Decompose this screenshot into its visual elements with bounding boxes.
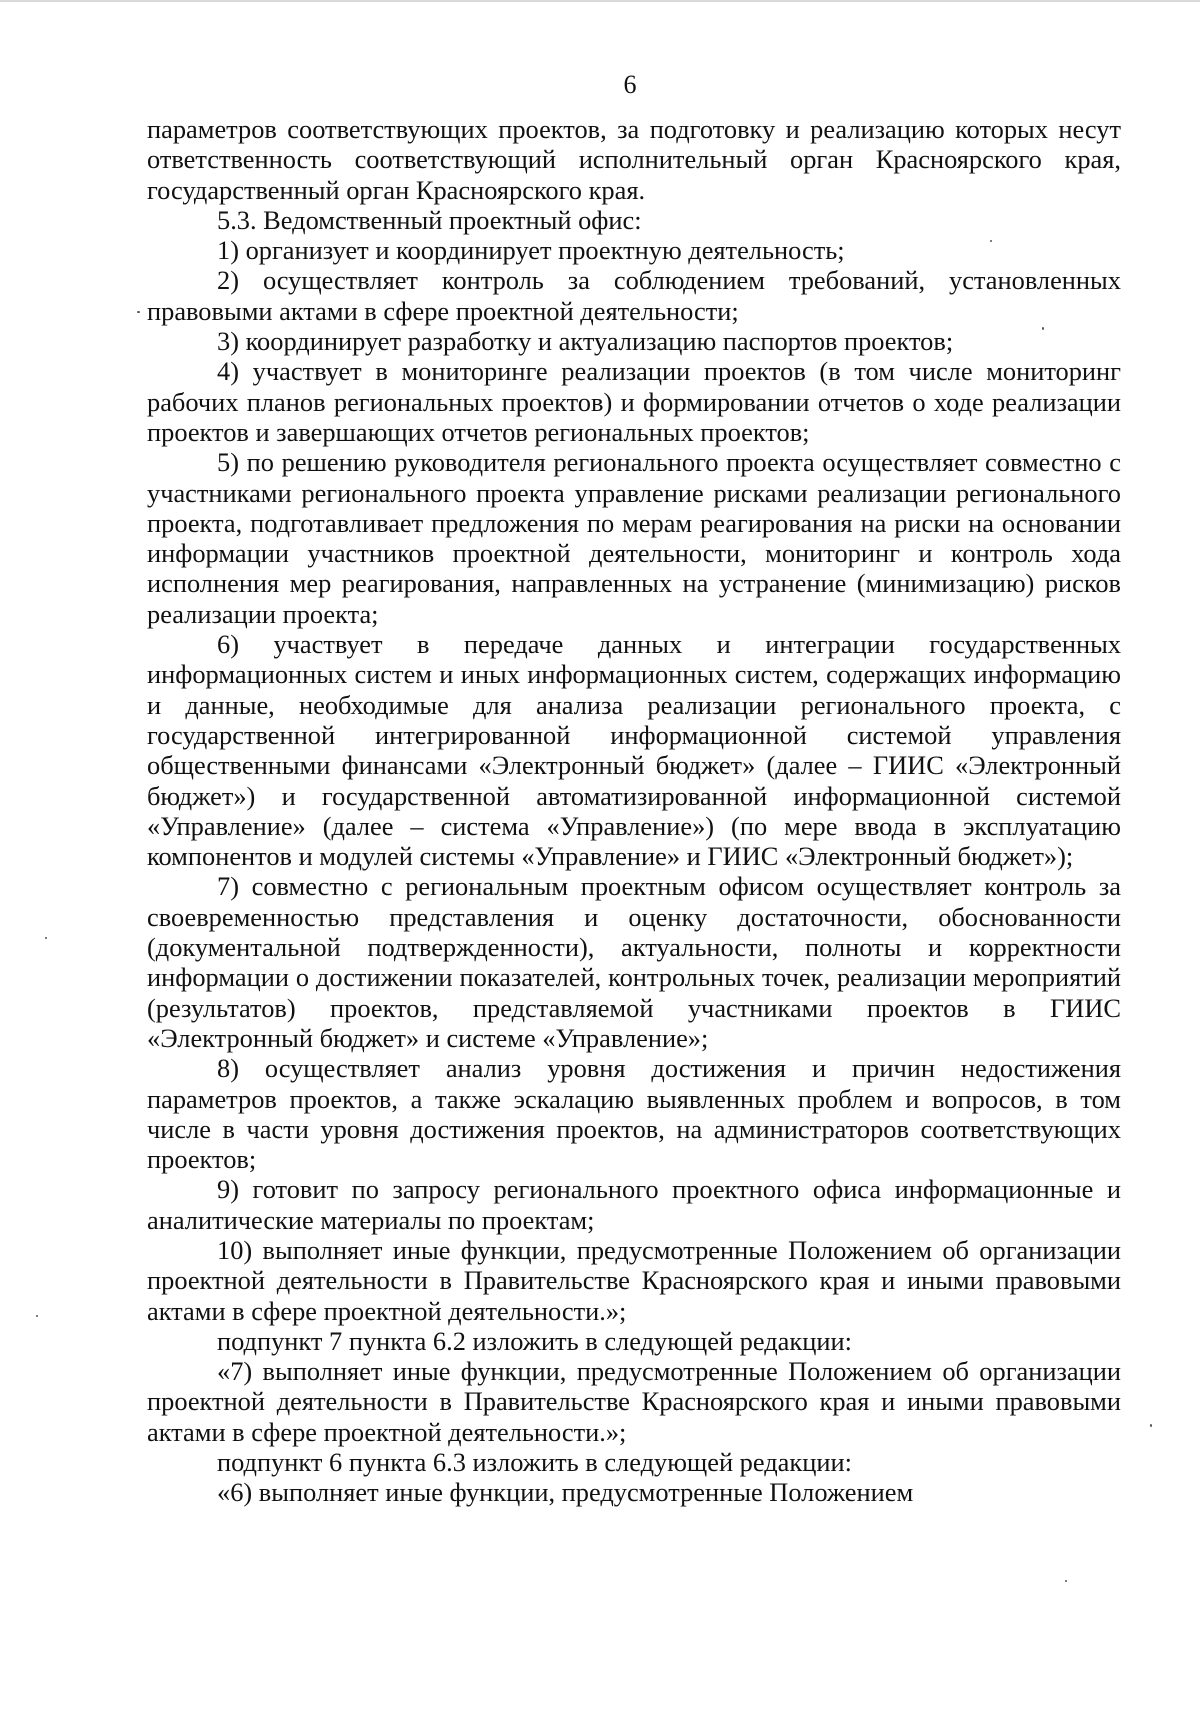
paragraph-item-5: 5) по решению руководителя регионального проекта осуществляет совместно с участниками регионального проекта управление рисками реализации регионального проекта, подготавливает предложения по мерам реагирования на риски на основании информации участников проектной деятельности, мониторинг и контроль хода исполнения мер реагирования, направленных на устранение (минимизацию) рисков реализации проекта; xyxy=(147,447,1121,629)
scan-speck xyxy=(36,1315,38,1317)
paragraph-item-4: 4) участвует в мониторинге реализации проектов (в том числе мониторинг рабочих планов региональных проектов) и формировании отчетов о ходе реализации проектов и завершающих отчетов региональных проектов; xyxy=(147,356,1121,447)
paragraph-item-9: 9) готовит по запросу регионального проектного офиса информационные и аналитические материалы по проектам; xyxy=(147,1174,1121,1235)
paragraph-item-3: 3) координирует разработку и актуализацию паспортов проектов; xyxy=(217,326,954,357)
paragraph-continuation: параметров соответствующих проектов, за подготовку и реализацию которых несут ответственность соответствующий исполнительный орган Красноярского края, государственный орган Красноярского края. xyxy=(147,114,1121,205)
paragraph-item-8: 8) осуществляет анализ уровня достижения и причин недостижения параметров проектов, а также эскалацию выявленных проблем и вопросов, в том числе в части уровня достижения проектов, на администраторов соответствующих проектов; xyxy=(147,1053,1121,1175)
paragraph-item-2: 2) осуществляет контроль за соблюдением требований, установленных правовыми актами в сфере проектной деятельности; xyxy=(147,265,1121,326)
page-number: 6 xyxy=(623,70,637,99)
scan-speck xyxy=(1150,1424,1152,1427)
paragraph-item-7: 7) совместно с региональным проектным офисом осуществляет контроль за своевременностью представления и оценку достаточности, обоснованности (документальной подтвержденности), актуальности, полноты и корректности информации о достижении показателей, контрольных точек, реализации мероприятий (результатов) проектов, представляемой участниками проектов в ГИИС «Электронный бюджет» и системе «Управление»; xyxy=(147,871,1121,1053)
scan-speck xyxy=(45,937,47,939)
paragraph-item-7-new: «7) выполняет иные функции, предусмотренные Положением об организации проектной деятельности в Правительстве Красноярского края и иными правовыми актами в сфере проектной деятельности.»; xyxy=(147,1356,1121,1447)
paragraph-amendment-6-3: подпункт 6 пункта 6.3 изложить в следующей редакции: xyxy=(217,1447,852,1478)
paragraph-amendment-6-2: подпункт 7 пункта 6.2 изложить в следующей редакции: xyxy=(217,1325,852,1356)
paragraph-item-10: 10) выполняет иные функции, предусмотренные Положением об организации проектной деятельности в Правительстве Красноярского края и иными правовыми актами в сфере проектной деятельности.»; xyxy=(147,1234,1121,1326)
scan-speck xyxy=(137,311,140,313)
paragraph-item-6: 6) участвует в передаче данных и интеграции государственных информационных систем и иных информационных систем, содержащих информацию и данные, необходимые для анализа реализации регионального проекта, с государственной интегрированной информационной системой управления общественными финансами «Электронный бюджет» (далее – ГИИС «Электронный бюджет») и государственной автоматизированной информационной системой «Управление» (далее – система «Управление») (по мере ввода в эксплуатацию компонентов и модулей системы «Управление» и ГИИС «Электронный бюджет»); xyxy=(147,629,1121,872)
paragraph-5-3-heading: 5.3. Ведомственный проектный офис: xyxy=(217,204,642,235)
document-body xyxy=(147,114,1121,1508)
scan-speck xyxy=(990,240,992,242)
paragraph-item-1: 1) организует и координирует проектную деятельность; xyxy=(217,235,845,266)
scan-speck xyxy=(1065,1580,1067,1582)
page-top-edge xyxy=(0,0,1200,2)
paragraph-item-6-new: «6) выполняет иные функции, предусмотренные Положением xyxy=(217,1477,914,1508)
scan-speck xyxy=(1042,327,1044,330)
